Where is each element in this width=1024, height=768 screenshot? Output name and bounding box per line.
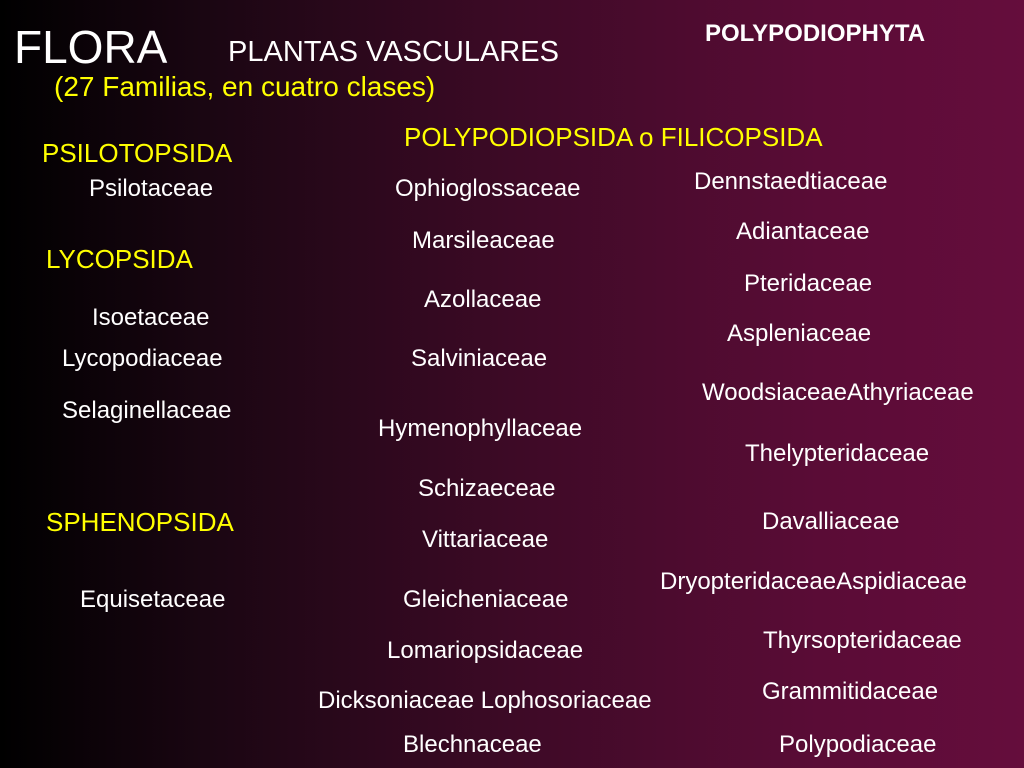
family-item: Davalliaceae xyxy=(762,508,900,535)
family-item: Blechnaceae xyxy=(403,731,542,758)
families-count-note: (27 Familias, en cuatro clases) xyxy=(54,71,436,102)
family-item: Equisetaceae xyxy=(80,586,226,613)
family-item: WoodsiaceaeAthyriaceae xyxy=(702,379,974,406)
family-item: Polypodiaceae xyxy=(779,731,937,758)
family-item: Pteridaceae xyxy=(744,270,873,297)
family-item: Psilotaceae xyxy=(89,175,214,202)
family-item: Schizaeceae xyxy=(418,475,556,502)
family-item: Isoetaceae xyxy=(92,304,210,331)
page-subtitle: PLANTAS VASCULARES xyxy=(228,36,559,68)
family-item: DryopteridaceaeAspidiaceae xyxy=(660,568,967,595)
family-item: Dicksoniaceae Lophosoriaceae xyxy=(318,687,652,714)
family-item: Ophioglossaceae xyxy=(395,175,581,202)
class-heading-psilotopsida: PSILOTOPSIDA xyxy=(42,138,233,168)
family-item: Thelypteridaceae xyxy=(745,440,930,467)
page-title: FLORA xyxy=(14,21,168,73)
class-heading-sphenopsida: SPHENOPSIDA xyxy=(46,507,234,537)
family-item: Aspleniaceae xyxy=(727,320,872,347)
family-item: Gleicheniaceae xyxy=(403,586,569,613)
class-heading-lycopsida: LYCOPSIDA xyxy=(46,244,193,274)
family-item: Azollaceae xyxy=(424,286,542,313)
family-item: Grammitidaceae xyxy=(762,678,939,705)
family-item: Lomariopsidaceae xyxy=(387,637,584,664)
family-item: Vittariaceae xyxy=(422,526,549,553)
family-item: Hymenophyllaceae xyxy=(378,415,583,442)
family-item: Selaginellaceae xyxy=(62,397,232,424)
family-item: Adiantaceae xyxy=(736,218,870,245)
family-item: Marsileaceae xyxy=(412,227,555,254)
division-label: POLYPODIOPHYTA xyxy=(705,20,926,47)
family-item: Salviniaceae xyxy=(411,345,548,372)
family-item: Dennstaedtiaceae xyxy=(694,168,888,195)
family-item: Thyrsopteridaceae xyxy=(763,627,962,654)
family-item: Lycopodiaceae xyxy=(62,345,223,372)
class-heading-polypodiopsida: POLYPODIOPSIDA o FILICOPSIDA xyxy=(404,122,823,152)
